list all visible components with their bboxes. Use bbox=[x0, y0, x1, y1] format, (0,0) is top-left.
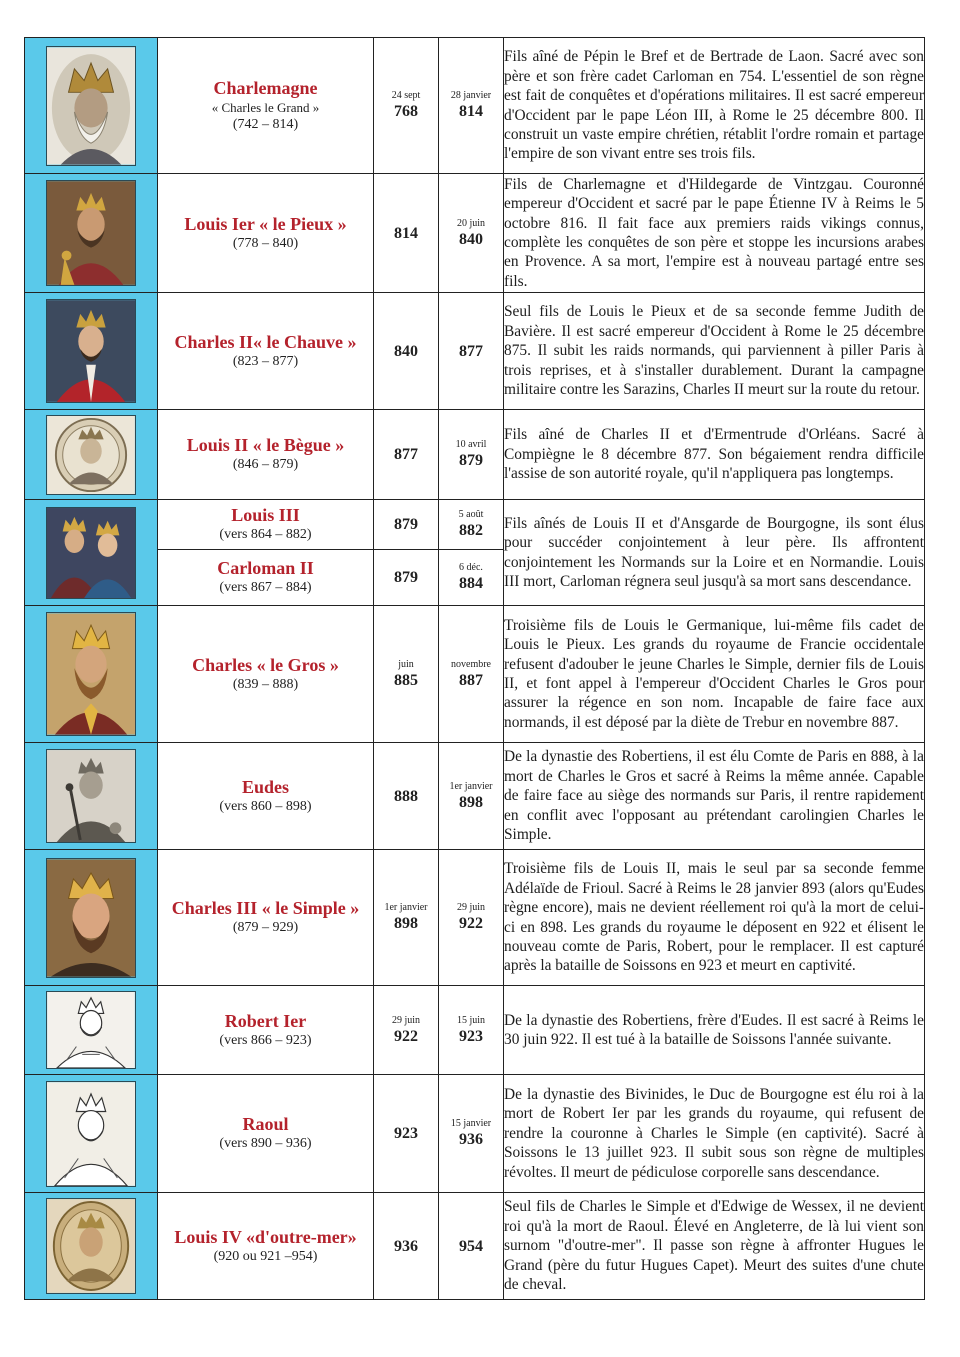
reign-description: Fils aîné de Charles II et d'Ermentrude d'Orléans. Sacré à Compiègne le 8 décembre 877. Son bégaiement rendra difficile l'assise de son autorité royale, qu'il n'appliquera pas longtemps. bbox=[504, 426, 924, 483]
reign-row bbox=[25, 850, 925, 986]
reign-description-cell bbox=[504, 986, 925, 1075]
reign-end-cell bbox=[439, 986, 504, 1075]
reign-start-cell bbox=[374, 1193, 439, 1300]
reign-end-year: 814 bbox=[459, 103, 483, 120]
king-portrait-icon bbox=[46, 415, 136, 495]
reign-description-cell bbox=[504, 1075, 925, 1193]
reign-end-cell bbox=[439, 606, 504, 743]
reign-start-cell bbox=[374, 500, 439, 550]
king-name: Charles « le Gros » bbox=[192, 654, 339, 675]
portrait-cell bbox=[25, 986, 158, 1075]
king-name: Eudes bbox=[241, 776, 290, 797]
reign-end-cell bbox=[439, 174, 504, 293]
reign-start-cell bbox=[374, 174, 439, 293]
king-name-cell bbox=[158, 1075, 374, 1193]
reign-description: De la dynastie des Bivinides, le Duc de Bourgogne est élu roi à la mort de Robert Ier par les grands du royaume, qui refusent de rendre la couronne à Charles le Simple (en captivité). Sacré à Soissons le 13 juillet 923. Il subit sous son règne de multiples révoltes. Il meurt de pédiculose corporelle sans descendance. bbox=[504, 1085, 924, 1181]
reign-start-year: 768 bbox=[394, 103, 418, 120]
king-name-cell bbox=[158, 38, 374, 174]
king-life-dates: (879 – 929) bbox=[232, 920, 299, 935]
king-name: Carloman II bbox=[217, 558, 314, 578]
reign-end-cell bbox=[439, 1193, 504, 1300]
reign-row bbox=[25, 1075, 925, 1193]
reign-end-day: 20 juin bbox=[456, 217, 486, 229]
king-life-dates: (vers 864 – 882) bbox=[219, 527, 312, 542]
reign-description: Fils aîné de Pépin le Bref et de Bertrade de Laon. Sacré avec son père et son frère cadet Carloman en 754. L'essentiel de son règne est fait de conquêtes et d'opérations militaires. Il est sacré empereur d'Occident par le pape Léon III, à Rome le 25 décembre 800. Il construit un vaste empire chrétien, rétablit l'ordre romain et partage l'empire de son vivant entre ses trois fils. bbox=[504, 48, 924, 163]
reign-description-cell bbox=[504, 38, 925, 174]
reign-description: Fils aînés de Louis II et d'Ansgarde de Bourgogne, ils sont élus pour succéder conjointement à leur père. Ils affrontent conjointement les Normands sur la Loire et en Normandie. Louis III mort, Carloman régnera seul jusqu'à sa mort sans descendance. bbox=[504, 514, 924, 590]
king-name: Louis Ier « le Pieux » bbox=[184, 213, 347, 234]
kings-table-sheet bbox=[24, 37, 924, 1300]
king-name: Louis IV «d'outre-mer» bbox=[174, 1226, 357, 1247]
reign-end-cell bbox=[439, 500, 504, 550]
king-portrait-icon bbox=[46, 858, 136, 978]
king-portrait-icon bbox=[46, 1198, 136, 1294]
reign-end-year: 840 bbox=[459, 230, 483, 248]
portrait-cell bbox=[25, 293, 158, 410]
king-life-dates: (vers 866 – 923) bbox=[219, 1032, 312, 1048]
reign-end-cell bbox=[439, 38, 504, 174]
king-life-dates: (839 – 888) bbox=[232, 676, 299, 692]
two-kings-portrait-icon bbox=[46, 507, 136, 599]
portrait-cell bbox=[25, 410, 158, 500]
reign-start-cell bbox=[374, 550, 439, 606]
reign-start-year: 814 bbox=[394, 224, 418, 242]
reign-description-cell bbox=[504, 410, 925, 500]
reign-description-cell bbox=[504, 850, 925, 986]
reign-row bbox=[25, 38, 925, 174]
portrait-cell bbox=[25, 1075, 158, 1193]
king-life-dates: (vers 860 – 898) bbox=[219, 798, 312, 814]
king-name: Louis III bbox=[231, 505, 300, 525]
king-portrait-icon bbox=[46, 612, 136, 736]
king-portrait-icon bbox=[46, 46, 136, 166]
reign-start-day: juin bbox=[398, 658, 414, 670]
portrait-cell bbox=[25, 850, 158, 986]
reign-end-day: novembre bbox=[451, 658, 491, 670]
king-portrait-icon bbox=[46, 180, 136, 286]
king-life-dates: (823 – 877) bbox=[232, 353, 299, 369]
reign-start-cell bbox=[374, 38, 439, 174]
reign-start-cell bbox=[374, 986, 439, 1075]
portrait-cell bbox=[25, 1193, 158, 1300]
king-life-dates: (742 – 814) bbox=[232, 116, 299, 132]
reign-start-day: 1er janvier bbox=[384, 902, 428, 913]
reign-end-year: 936 bbox=[459, 1131, 483, 1148]
reign-end-cell bbox=[439, 850, 504, 986]
reign-row bbox=[25, 174, 925, 293]
king-name: Charles II« le Chauve » bbox=[174, 331, 357, 352]
reign-end-year: 877 bbox=[459, 342, 483, 360]
reign-description-cell bbox=[504, 174, 925, 293]
reign-start-cell bbox=[374, 606, 439, 743]
reign-start-cell bbox=[374, 1075, 439, 1193]
reign-end-day: 29 juin bbox=[456, 902, 486, 913]
reign-start-cell bbox=[374, 850, 439, 986]
king-name-cell bbox=[158, 1193, 374, 1300]
king-life-dates: (vers 867 – 884) bbox=[219, 580, 312, 595]
reign-end-day: 15 juin bbox=[456, 1014, 486, 1026]
king-name-cell bbox=[158, 293, 374, 410]
portrait-cell bbox=[25, 606, 158, 743]
reign-end-day: 5 août bbox=[458, 509, 484, 520]
reign-description-cell bbox=[504, 743, 925, 850]
reign-row bbox=[25, 410, 925, 500]
reign-end-cell bbox=[439, 743, 504, 850]
reign-end-year: 954 bbox=[459, 1237, 483, 1255]
king-name: Raoul bbox=[242, 1114, 289, 1134]
reign-description: Troisième fils de Louis II, mais le seul par sa seconde femme Adélaïde de Frioul. Sacré à Reims le 28 janvier 893 (alors qu'Eudes règne encore), mais ne devient réellement roi qu'à la mort de celui-ci en 898. Les grands du royaume le déposent en 922 et élisent le nouveau comte de Paris, Robert, pour le remplacer. Il est capturé après la bataille de Soissons en 923 et meurt en captivité. bbox=[504, 860, 924, 975]
king-name: Louis II « le Bègue » bbox=[186, 435, 345, 455]
reign-end-day: 10 avril bbox=[455, 439, 487, 450]
reign-start-year: 898 bbox=[394, 915, 418, 932]
king-life-dates: (vers 890 – 936) bbox=[219, 1136, 312, 1151]
reign-start-year: 879 bbox=[394, 569, 418, 586]
reign-row bbox=[25, 1193, 925, 1300]
reign-description-cell bbox=[504, 1193, 925, 1300]
reign-end-year: 884 bbox=[459, 575, 483, 592]
reign-end-cell bbox=[439, 293, 504, 410]
king-portrait-icon bbox=[46, 1081, 136, 1187]
reign-end-year: 879 bbox=[459, 452, 483, 469]
king-life-dates: (778 – 840) bbox=[232, 235, 299, 251]
reign-end-year: 887 bbox=[459, 671, 483, 689]
king-name-cell bbox=[158, 410, 374, 500]
reign-start-cell bbox=[374, 410, 439, 500]
king-name-cell bbox=[158, 606, 374, 743]
king-name-cell bbox=[158, 500, 374, 550]
reign-end-year: 882 bbox=[459, 522, 483, 539]
reign-description: Fils de Charlemagne et d'Hildegarde de Vintzgau. Couronné empereur d'Occident et sacré par le pape Étienne IV à Reims le 5 octobre 816. Il fait face aux premiers raids vikings connus, complète les conquêtes de son père et stoppe les incursions arabes en Provence. A sa mort, l'empire est à nouveau partagé entre ses fils. bbox=[504, 175, 924, 290]
king-portrait-icon bbox=[46, 299, 136, 403]
reign-end-cell bbox=[439, 550, 504, 606]
king-name-cell bbox=[158, 986, 374, 1075]
king-life-dates: (846 – 879) bbox=[232, 457, 299, 472]
portrait-cell bbox=[25, 174, 158, 293]
reign-start-year: 877 bbox=[394, 446, 418, 463]
king-name-cell bbox=[158, 550, 374, 606]
reign-row bbox=[25, 293, 925, 410]
reign-row bbox=[25, 606, 925, 743]
king-nickname: « Charles le Grand » bbox=[211, 99, 320, 115]
reign-description: De la dynastie des Robertiens, frère d'Eudes. Il est sacré à Reims le 30 juin 922. Il est tué à la bataille de Soissons l'année suivante. bbox=[504, 1011, 924, 1048]
reign-start-day: 24 sept bbox=[391, 90, 421, 101]
king-name: Robert Ier bbox=[224, 1010, 307, 1031]
reign-end-day: 6 déc. bbox=[459, 562, 483, 573]
king-life-dates: (920 ou 921 –954) bbox=[213, 1248, 318, 1264]
king-name-cell bbox=[158, 174, 374, 293]
reign-start-year: 922 bbox=[394, 1027, 418, 1045]
reign-start-cell bbox=[374, 743, 439, 850]
reign-end-year: 922 bbox=[459, 915, 483, 932]
reign-row bbox=[25, 500, 925, 550]
reign-description-cell bbox=[504, 500, 925, 606]
reign-description-cell bbox=[504, 293, 925, 410]
reign-start-day: 29 juin bbox=[391, 1014, 421, 1026]
reign-description: De la dynastie des Robertiens, il est élu Comte de Paris en 888, à la mort de Charles le Gros et sacré à Reims la même année. Capable de faire face au siège des normands sur Paris, il rentre rapidement en conflit avec l'opposant au prétendant carolingien Charles le Simple. bbox=[504, 748, 924, 844]
reign-end-year: 898 bbox=[459, 793, 483, 811]
king-portrait-icon bbox=[46, 749, 136, 843]
portrait-cell bbox=[25, 743, 158, 850]
portrait-cell bbox=[25, 38, 158, 174]
reign-end-day: 1er janvier bbox=[449, 780, 493, 792]
king-name-cell bbox=[158, 850, 374, 986]
king-name: Charlemagne bbox=[213, 77, 318, 98]
reign-start-year: 885 bbox=[394, 671, 418, 689]
portrait-cell bbox=[25, 500, 158, 606]
king-name: Charles III « le Simple » bbox=[171, 898, 360, 918]
reign-description: Seul fils de Charles le Simple et d'Edwige de Wessex, il ne devient roi qu'à la mort de Raoul. Élevé en Angleterre, de là lui vient son surnom "d'outre-mer". Il passe son règne à affronter Hugues le Grand (père du futur Hugues Capet). Meurt des suites d'une chute de cheval. bbox=[504, 1198, 924, 1294]
reign-start-year: 888 bbox=[394, 787, 418, 805]
reign-description-cell bbox=[504, 606, 925, 743]
reign-row bbox=[25, 986, 925, 1075]
king-portrait-icon bbox=[46, 991, 136, 1069]
reign-start-year: 840 bbox=[394, 342, 418, 360]
reign-start-cell bbox=[374, 293, 439, 410]
reign-end-year: 923 bbox=[459, 1027, 483, 1045]
reign-description: Seul fils de Louis le Pieux et de sa seconde femme Judith de Bavière. Il est sacré empereur d'Occident à Rome le 25 décembre 875. Il subit les raids normands, qui parviennent à piller Paris à trois reprises, et à s'installer durablement. Durant la campagne militaire contre les Sarazins, Charles II meurt sur la route du retour. bbox=[504, 303, 924, 399]
carolingian-kings-table bbox=[24, 37, 925, 1300]
reign-description: Troisième fils de Louis le Germanique, lui-même fils cadet de Louis le Pieux. Les grands du royaume de Francie occidentale refusent d'adouber le jeune Charles le Simple, dernier fils de Louis II, et font appel à l'empereur d'Occident Charles le Gros pour assurer la régence en son nom. Incapable de faire face aux normands, il est déposé par la diète de Trebur en novembre 887. bbox=[504, 616, 924, 731]
reign-end-day: 15 janvier bbox=[450, 1118, 492, 1129]
reign-end-cell bbox=[439, 410, 504, 500]
reign-end-cell bbox=[439, 1075, 504, 1193]
reign-row bbox=[25, 743, 925, 850]
reign-end-day: 28 janvier bbox=[450, 90, 492, 101]
reign-start-year: 879 bbox=[394, 516, 418, 533]
king-name-cell bbox=[158, 743, 374, 850]
reign-start-year: 936 bbox=[394, 1237, 418, 1255]
reign-start-year: 923 bbox=[394, 1125, 418, 1142]
